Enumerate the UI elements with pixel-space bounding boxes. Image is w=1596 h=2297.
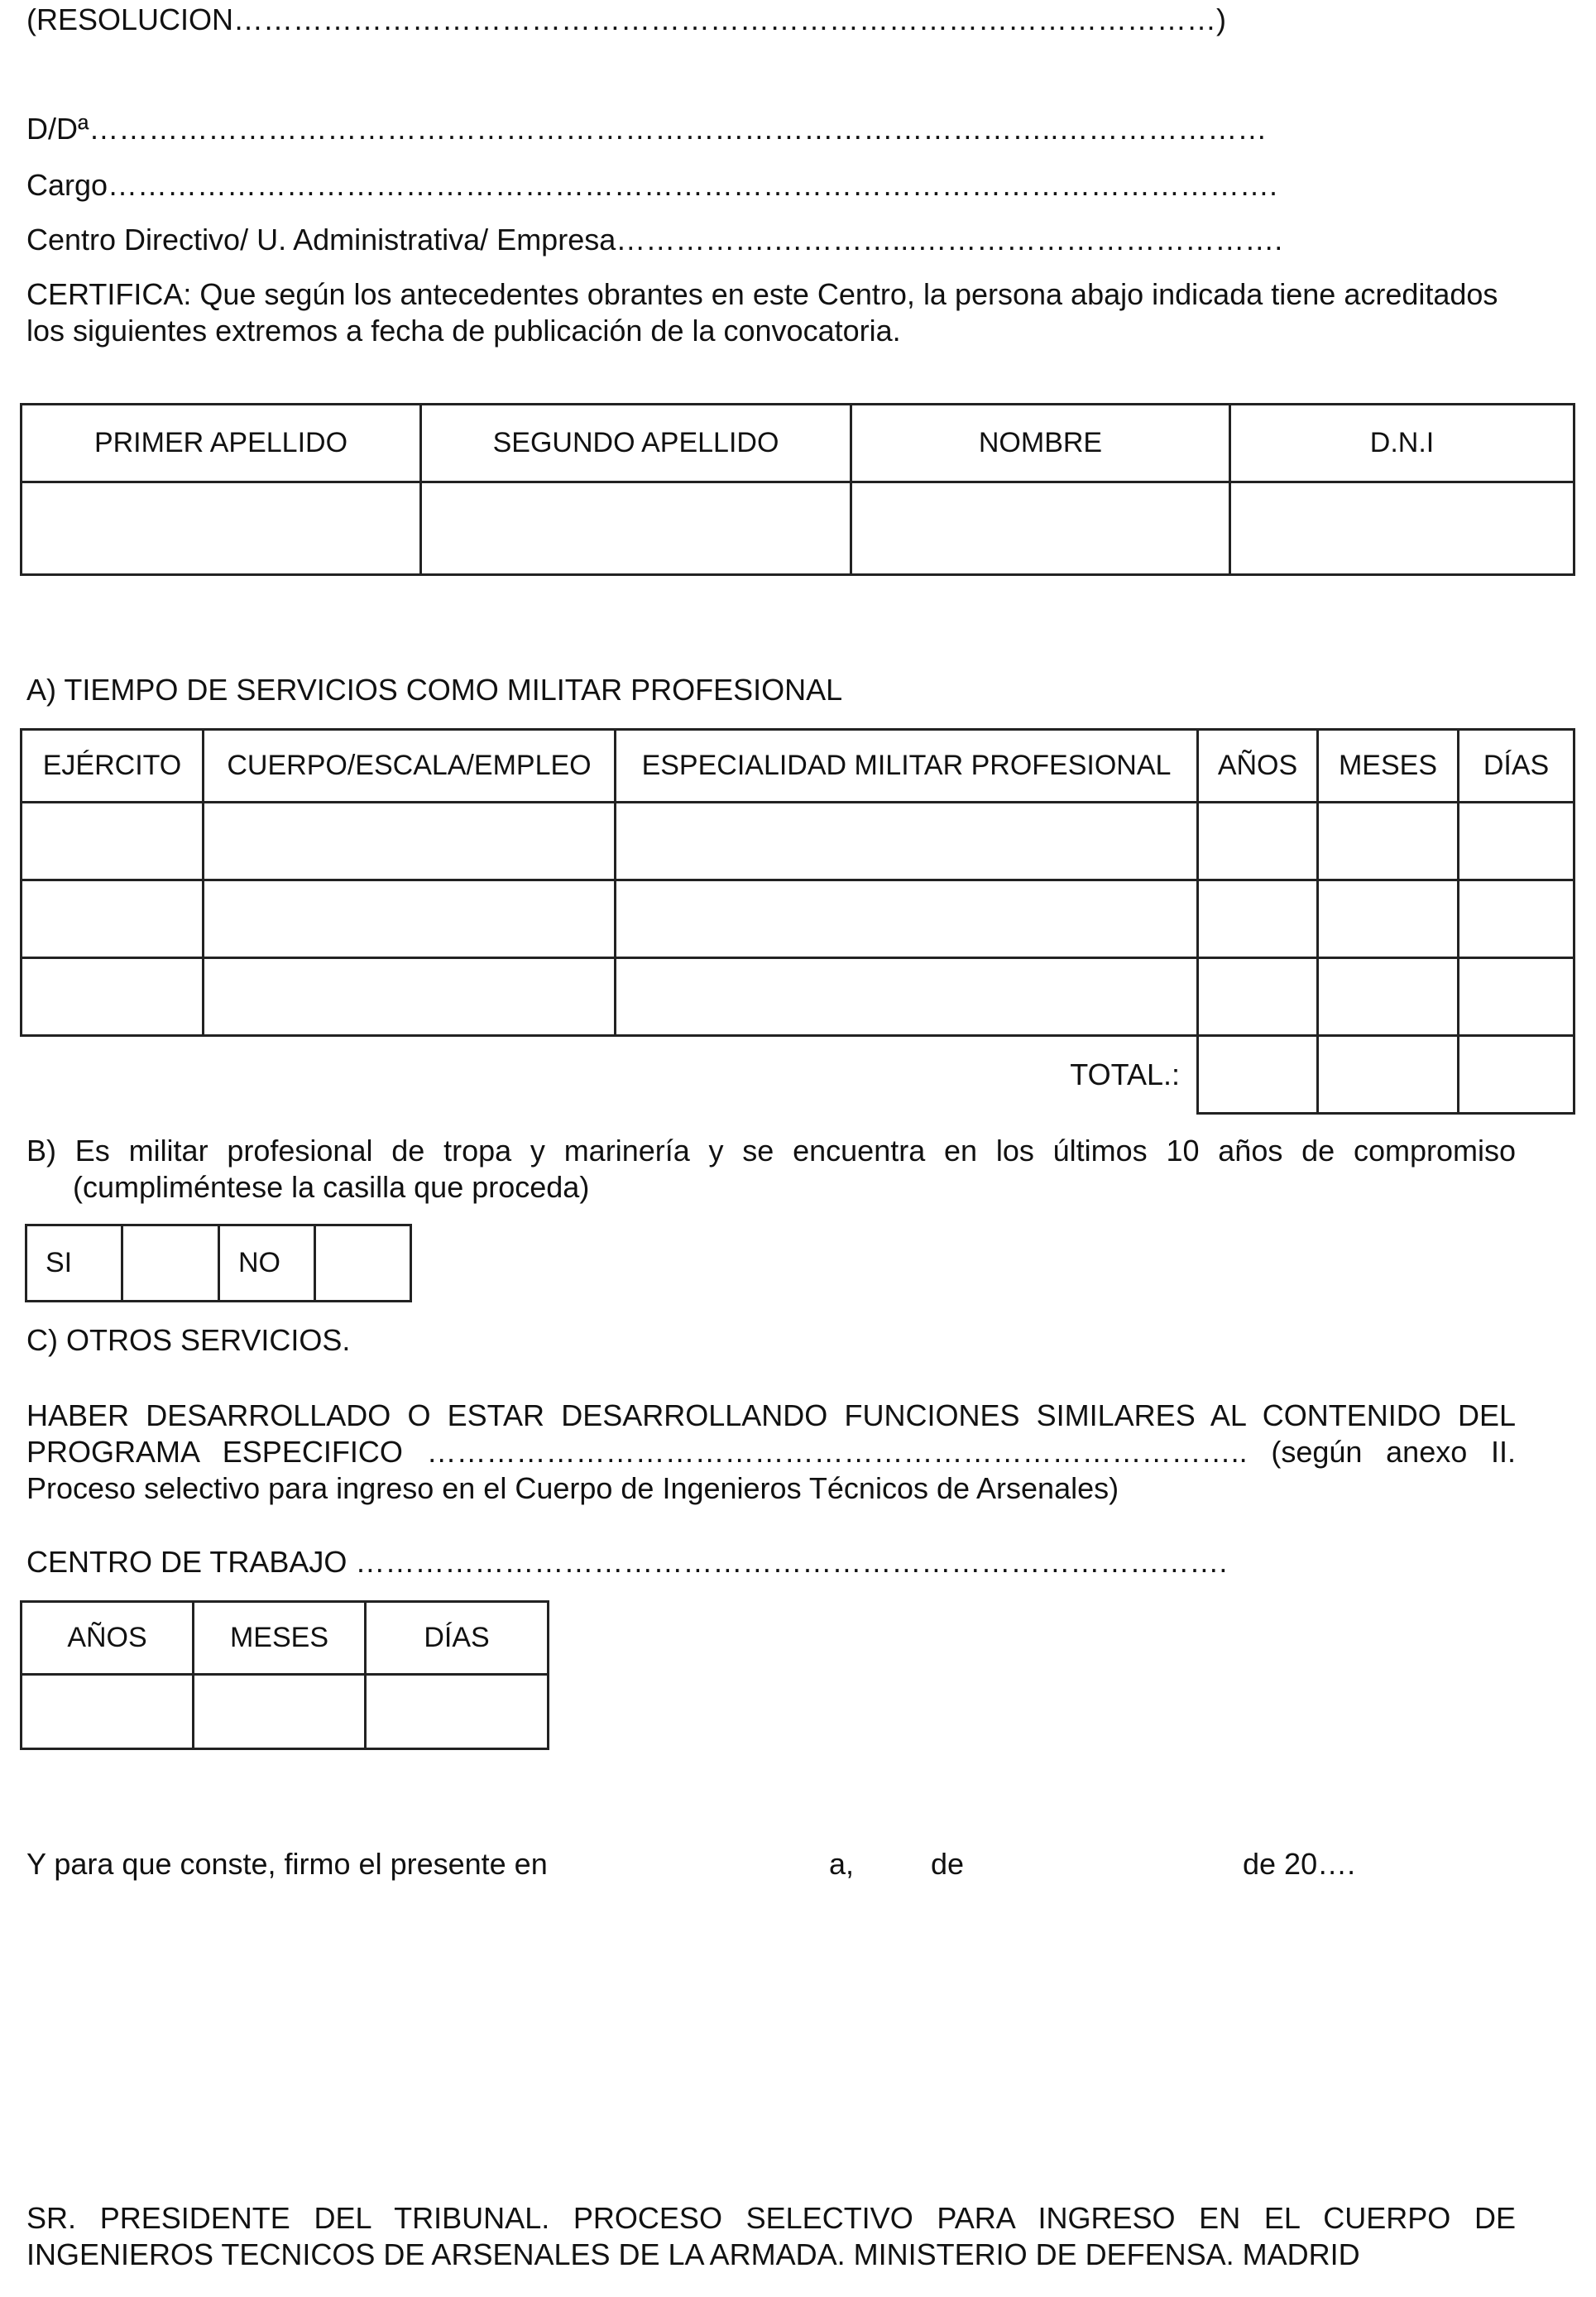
meses-cell[interactable] — [1318, 958, 1459, 1036]
anos-cell[interactable] — [1198, 958, 1318, 1036]
section-c-line1: HABER DESARROLLADO O ESTAR DESARROLLANDO FUNCIONES SIMILARES AL CONTENIDO DEL — [26, 1398, 1516, 1432]
certifica-paragraph: CERTIFICA: Que según los antecedentes obrantes en este Centro, la persona abajo indicada tiene acreditados los siguientes extremos a fecha de publicación de la convocatoria. — [26, 277, 1498, 348]
anos-cell[interactable] — [1198, 880, 1318, 958]
header-ejercito: EJÉRCITO — [22, 730, 204, 803]
footer-line1: SR. PRESIDENTE DEL TRIBUNAL. PROCESO SELECTIVO PARA INGRESO EN EL CUERPO DE — [26, 2201, 1516, 2235]
header-segundo-apellido: SEGUNDO APELLIDO — [421, 405, 851, 482]
especialidad-cell[interactable] — [616, 803, 1198, 880]
header-cuerpo-escala-empleo: CUERPO/ESCALA/EMPLEO — [204, 730, 616, 803]
dda-line: D/Dª……………………………………………………………………………………..………………… — [26, 112, 1268, 146]
centro-directivo-line: Centro Directivo/ U. Administrativa/ Empresa…………….…………...………………………………. — [26, 223, 1283, 257]
table-row — [22, 958, 1574, 1036]
total-label: TOTAL.: — [1070, 1057, 1180, 1092]
otros-servicios-table — [20, 1600, 549, 1750]
section-a-title: A) TIEMPO DE SERVICIOS COMO MILITAR PROFESIONAL — [26, 673, 843, 707]
centro-trabajo-line: CENTRO DE TRABAJO ……………………………………………………………………………. — [26, 1545, 1228, 1579]
total-meses-cell[interactable] — [1318, 1036, 1459, 1114]
section-c-title: C) OTROS SERVICIOS. — [26, 1323, 351, 1357]
cuerpo-cell[interactable] — [204, 803, 616, 880]
military-service-table — [20, 728, 1575, 1115]
footer-line2: INGENIEROS TECNICOS DE ARSENALES DE LA ARMADA. MINISTERIO DE DEFENSA. MADRID — [26, 2237, 1360, 2271]
anos-cell[interactable] — [22, 1675, 194, 1749]
resolucion-line: (RESOLUCION………………………………………………………………………………………) — [26, 2, 1227, 36]
cargo-line: Cargo………………………………………………………………………………………………………. — [26, 168, 1278, 202]
section-b-line1: B) Es militar profesional de tropa y marinería y se encuentra en los últimos 10 años de compromiso — [26, 1134, 1516, 1168]
anos-cell[interactable] — [1198, 803, 1318, 880]
dni-cell[interactable] — [1230, 482, 1574, 575]
dias-cell[interactable] — [1459, 958, 1574, 1036]
dias-cell[interactable] — [366, 1675, 549, 1749]
header-meses: MESES — [194, 1602, 366, 1675]
especialidad-cell[interactable] — [616, 880, 1198, 958]
cuerpo-cell[interactable] — [204, 880, 616, 958]
header-primer-apellido: PRIMER APELLIDO — [22, 405, 421, 482]
table-row — [22, 880, 1574, 958]
header-meses: MESES — [1318, 730, 1459, 803]
ejercito-cell[interactable] — [22, 958, 204, 1036]
header-dni: D.N.I — [1230, 405, 1574, 482]
nombre-cell[interactable] — [851, 482, 1230, 575]
total-dias-cell[interactable] — [1459, 1036, 1574, 1114]
ejercito-cell[interactable] — [22, 880, 204, 958]
signature-a: a, — [829, 1847, 855, 1881]
si-no-table — [25, 1224, 412, 1302]
dias-cell[interactable] — [1459, 880, 1574, 958]
header-nombre: NOMBRE — [851, 405, 1230, 482]
cuerpo-cell[interactable] — [204, 958, 616, 1036]
signature-lead: Y para que conste, firmo el presente en — [26, 1847, 548, 1881]
meses-cell[interactable] — [194, 1675, 366, 1749]
segundo-apellido-cell[interactable] — [421, 482, 851, 575]
total-anos-cell[interactable] — [1198, 1036, 1318, 1114]
identity-table — [20, 403, 1575, 576]
dias-cell[interactable] — [1459, 803, 1574, 880]
signature-year: de 20…. — [1243, 1847, 1356, 1881]
si-checkbox[interactable] — [122, 1225, 219, 1302]
ejercito-cell[interactable] — [22, 803, 204, 880]
si-label: SI — [26, 1225, 122, 1302]
no-checkbox[interactable] — [315, 1225, 411, 1302]
header-dias: DÍAS — [1459, 730, 1574, 803]
primer-apellido-cell[interactable] — [22, 482, 421, 575]
header-especialidad: ESPECIALIDAD MILITAR PROFESIONAL — [616, 730, 1198, 803]
especialidad-cell[interactable] — [616, 958, 1198, 1036]
header-dias: DÍAS — [366, 1602, 549, 1675]
meses-cell[interactable] — [1318, 803, 1459, 880]
signature-de: de — [931, 1847, 965, 1881]
section-c-line2: PROGRAMA ESPECIFICO ……………………………………………………………………….. (según anexo II. — [26, 1435, 1516, 1469]
header-anos: AÑOS — [22, 1602, 194, 1675]
no-label: NO — [219, 1225, 315, 1302]
meses-cell[interactable] — [1318, 880, 1459, 958]
section-c-line3: Proceso selectivo para ingreso en el Cuerpo de Ingenieros Técnicos de Arsenales) — [26, 1471, 1119, 1505]
table-row — [22, 803, 1574, 880]
section-b-line2: (cumpliméntese la casilla que proceda) — [73, 1170, 590, 1204]
header-anos: AÑOS — [1198, 730, 1318, 803]
